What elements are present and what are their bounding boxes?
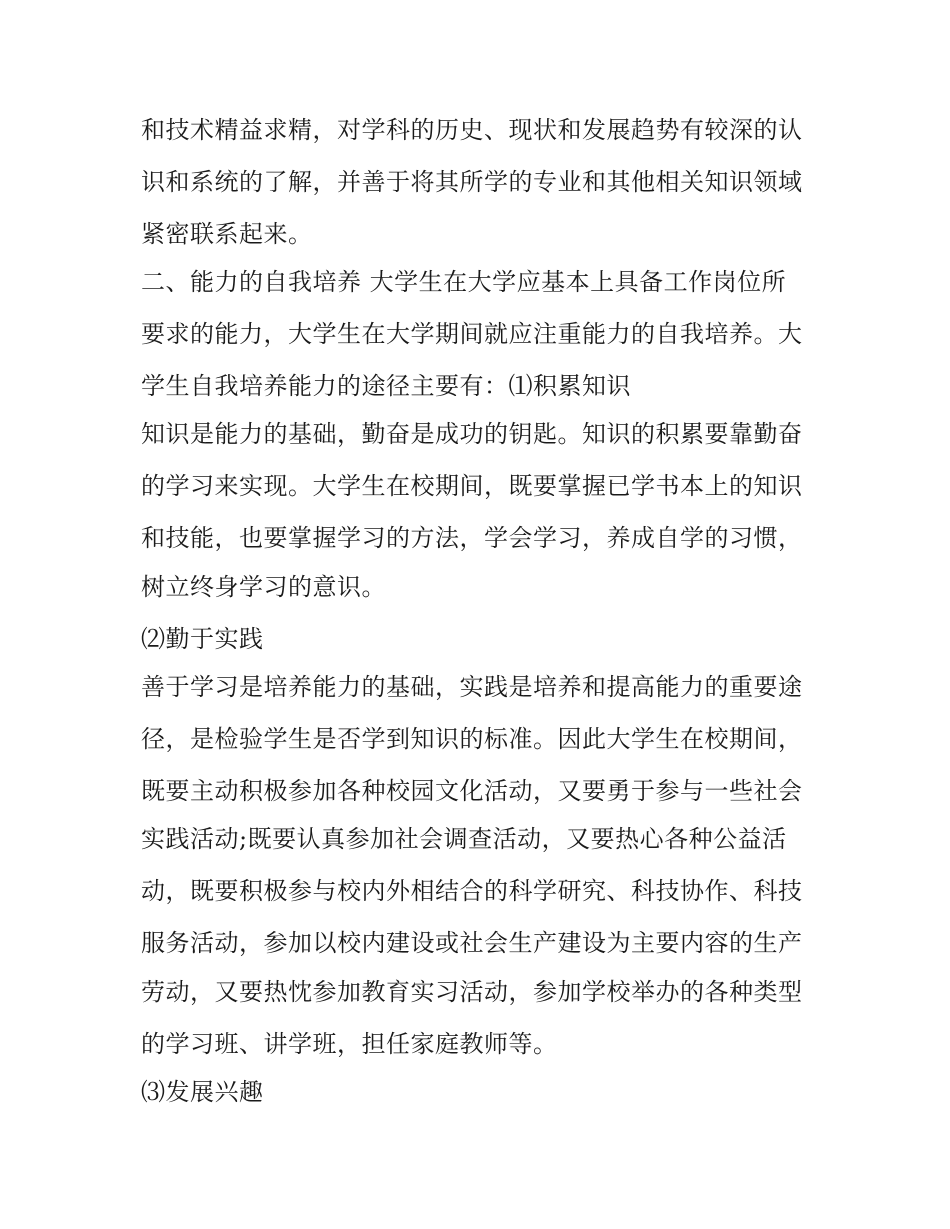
text-line: 径，是检验学生是否学到知识的标准。因此大学生在校期间， <box>141 725 803 753</box>
text-line: 要求的能力，大学生在大学期间就应注重能力的自我培养。大 <box>141 320 803 348</box>
text-line: 紧密联系起来。 <box>141 220 313 248</box>
text-line: 动，既要积极参与校内外相结合的科学研究、科技协作、科技 <box>141 877 803 905</box>
section-heading-line: 二、能力的自我培养 大学生在大学应基本上具备工作岗位所 <box>141 268 787 296</box>
text-line: 和技能，也要掌握学习的方法，学会学习，养成自学的习惯， <box>141 524 803 552</box>
text-line: 的学习班、讲学班，担任家庭教师等。 <box>141 1030 558 1058</box>
text-line: 服务活动，参加以校内建设或社会生产建设为主要内容的生产 <box>141 929 803 957</box>
text-line: 既要主动积极参加各种校园文化活动，又要勇于参与一些社会 <box>141 777 803 805</box>
text-line: 识和系统的了解，并善于将其所学的专业和其他相关知识领域 <box>141 168 803 196</box>
text-line: 和技术精益求精，对学科的历史、现状和发展趋势有较深的认 <box>141 116 803 144</box>
text-line: 学生自我培养能力的途径主要有：⑴积累知识 <box>141 372 631 400</box>
text-line: 的学习来实现。大学生在校期间，既要掌握已学书本上的知识 <box>141 472 803 500</box>
text-line: 善于学习是培养能力的基础，实践是培养和提高能力的重要途 <box>141 673 803 701</box>
text-line: 树立终身学习的意识。 <box>141 573 386 601</box>
text-line: 知识是能力的基础，勤奋是成功的钥匙。知识的积累要靠勤奋 <box>141 420 803 448</box>
subheading-line: ⑶发展兴趣 <box>141 1078 264 1106</box>
text-line: 实践活动;既要认真参加社会调查活动，又要热心各种公益活 <box>141 825 787 853</box>
text-line: 劳动，又要热忱参加教育实习活动，参加学校举办的各种类型 <box>141 978 803 1006</box>
subheading-line: ⑵勤于实践 <box>141 625 264 653</box>
